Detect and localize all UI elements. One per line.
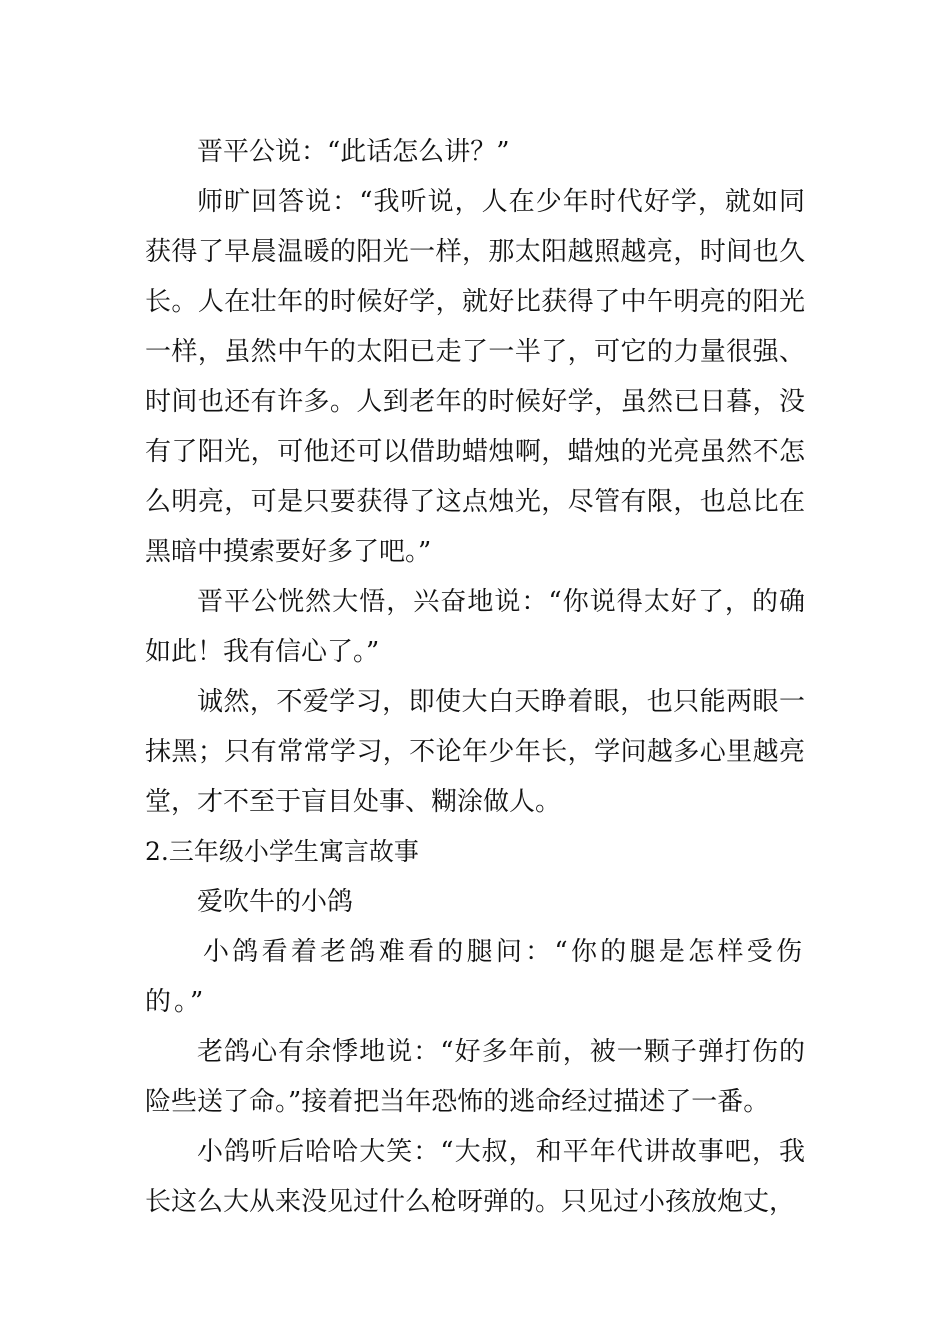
story-paragraph-3: 小鸽听后哈哈大笑：“大叔，和平年代讲故事吧，我长这么大从来没见过什么枪呀弹的。只见过小孩放炮丈， [145,1137,805,1217]
story-paragraph-1: 小鸽看着老鸽难看的腿问：“你的腿是怎样受伤的。” [145,937,805,1017]
section-heading: 2.三年级小学生寓言故事 [145,837,419,866]
paragraph-1: 晋平公说：“此话怎么讲？” [197,137,510,167]
story-title: 爱吹牛的小鸽 [197,887,354,917]
paragraph-3: 晋平公恍然大悟，兴奋地说：“你说得太好了，的确如此！我有信心了。” [145,587,805,667]
paragraph-2: 师旷回答说：“我听说，人在少年时代好学，就如同获得了早晨温暖的阳光一样，那太阳越照越亮，时间也久长。人在壮年的时候好学，就好比获得了中午明亮的阳光一样，虽然中午的太阳已走了一半了，可它的力量很强、时间也还有许多。人到老年的时候好学，虽然已日暮，没有了阳光，可他还可以借助蜡烛啊，蜡烛的光亮虽然不怎么明亮，可是只要获得了这点烛光，尽管有限，也总比在黑暗中摸索要好多了吧。” [145,187,805,567]
document-body [145,127,805,1227]
paragraph-4: 诚然，不爱学习，即使大白天睁着眼，也只能两眼一抹黑；只有常常学习，不论年少年长，学问越多心里越亮堂，才不至于盲目处事、糊涂做人。 [145,687,805,817]
story-paragraph-2: 老鸽心有余悸地说：“好多年前，被一颗子弹打伤的险些送了命。”接着把当年恐怖的逃命经过描述了一番。 [145,1037,805,1117]
